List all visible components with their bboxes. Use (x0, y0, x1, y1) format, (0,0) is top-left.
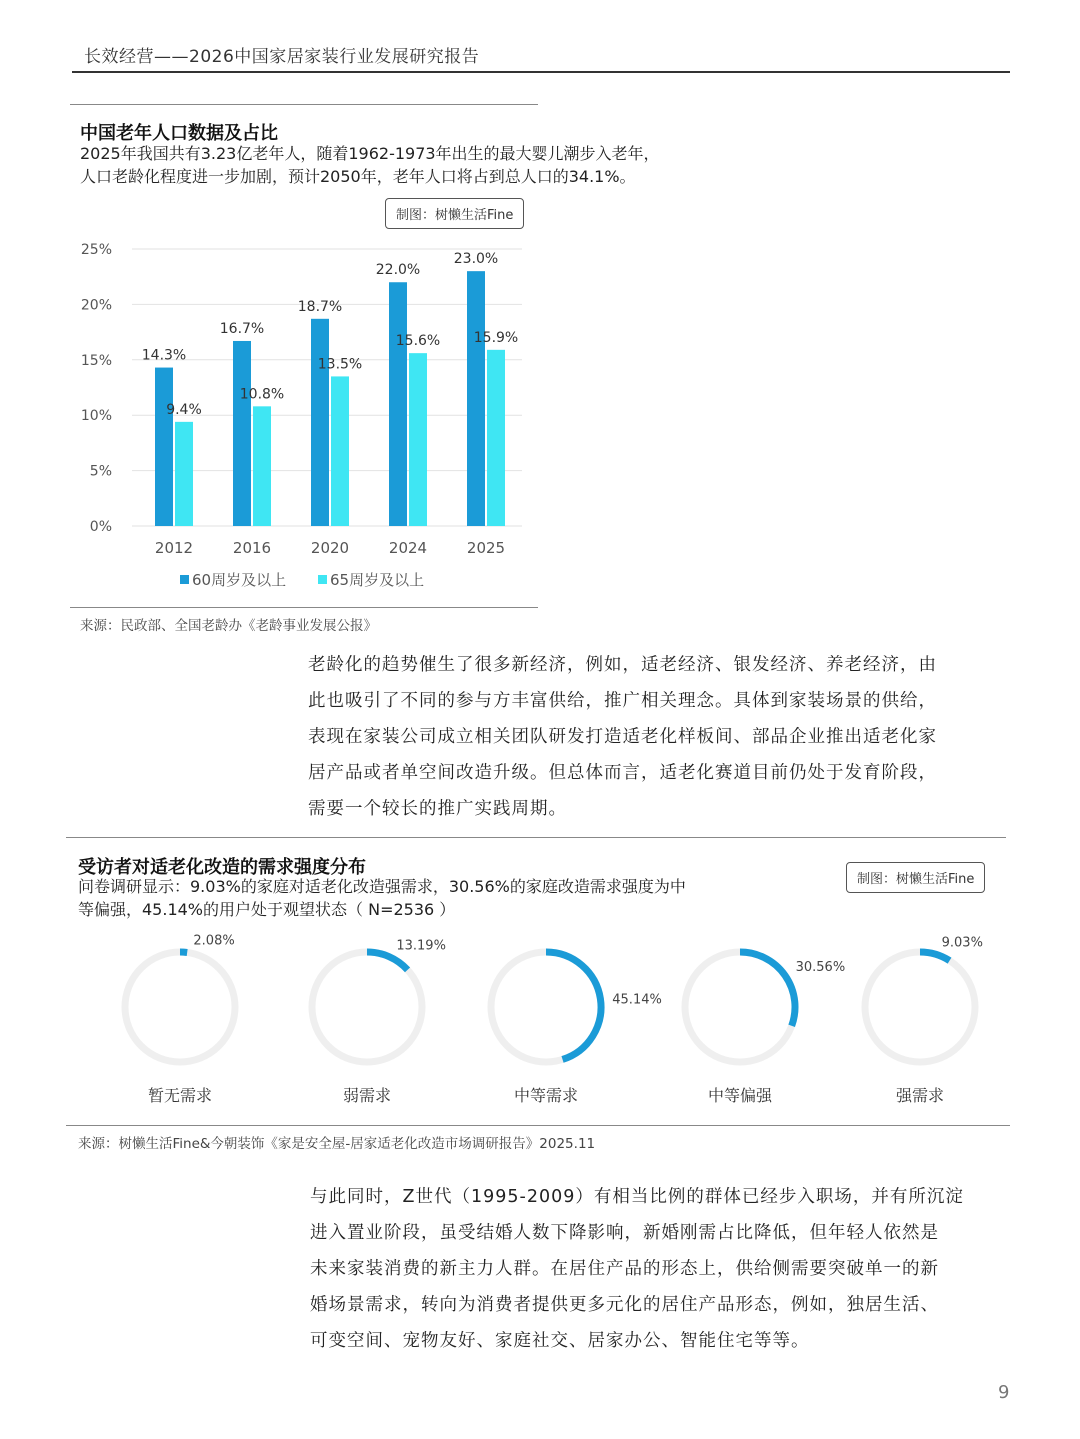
donut-track (125, 952, 235, 1062)
paragraph-line: 未来家装消费的新主力人群。在居住产品的形态上，供给侧需要突破单一的新 (310, 1259, 939, 1279)
bar-age60 (233, 341, 251, 526)
data-label: 13.5% (317, 356, 363, 373)
bar-age65 (253, 406, 271, 526)
x-tick-label: 2020 (310, 539, 350, 557)
legend-label: 65周岁及以上 (330, 571, 425, 589)
section1-credit-badge: 制图：树懒生活Fine (385, 198, 524, 229)
bar-age65 (175, 422, 193, 526)
donut-value-label: 2.08% (193, 933, 235, 949)
section1-description (80, 142, 660, 188)
x-tick-label: 2012 (154, 539, 194, 557)
y-tick-label: 5% (89, 463, 112, 480)
paragraph-line: 居产品或者单空间改造升级。但总体而言，适老化赛道目前仍处于发育阶段， (308, 763, 937, 783)
section2-credit-badge: 制图：树懒生活Fine (846, 862, 985, 893)
section1-description-line: 2025年我国共有3.23亿老年人，随着1962-1973年出生的最大婴儿潮步入老年， (80, 144, 660, 163)
donut-category-label: 中等需求 (513, 1086, 579, 1105)
legend-label: 60周岁及以上 (192, 571, 287, 589)
paragraph-line: 可变空间、宠物友好、家庭社交、居家办公、智能住宅等等。 (310, 1331, 810, 1351)
bar-age60 (155, 368, 173, 526)
bar-age60 (467, 271, 485, 526)
page-number: 9 (998, 1382, 1010, 1403)
data-label: 15.6% (395, 333, 441, 350)
bar-age60 (311, 319, 329, 526)
legend-swatch (180, 575, 189, 584)
donut-arc (740, 952, 795, 1026)
data-label: 9.4% (166, 401, 202, 418)
donut-category-label: 中等偏强 (707, 1086, 773, 1105)
header-divider (72, 71, 1010, 73)
paragraph-line: 表现在家装公司成立相关团队研发打造适老化样板间、部品企业推出适老化家 (308, 727, 937, 747)
section1-title: 中国老年人口数据及占比 (80, 123, 278, 144)
data-label: 18.7% (297, 298, 343, 315)
donut-value-label: 30.56% (795, 959, 846, 975)
donut-arc (920, 952, 950, 961)
section2-title: 受访者对适老化改造的需求强度分布 (78, 857, 366, 878)
donut-category-label: 弱需求 (342, 1086, 392, 1105)
data-label: 23.0% (453, 251, 499, 268)
report-header-title: 长效经营——2026中国家居家装行业发展研究报告 (84, 47, 480, 67)
y-tick-label: 25% (80, 242, 112, 258)
donut-value-label: 13.19% (396, 938, 446, 954)
donut-arc (546, 952, 601, 1059)
bar-age65 (409, 353, 427, 526)
bar-age65 (487, 350, 505, 526)
section2-description-line: 问卷调研显示：9.03%的家庭对适老化改造强需求，30.56%的家庭改造需求强度为中 (78, 877, 686, 896)
legend-swatch (318, 575, 327, 584)
section1-description-line: 人口老龄化程度进一步加剧，预计2050年，老年人口将占到总人口的34.1%。 (80, 167, 636, 186)
section1-source: 来源：民政部、全国老龄办《老龄事业发展公报》 (80, 618, 377, 634)
y-tick-label: 0% (89, 519, 112, 535)
section2-description (78, 875, 686, 921)
section2-bottom-divider (66, 1125, 1010, 1126)
donut-value-label: 9.03% (941, 935, 983, 951)
elderly-population-bar-chart (70, 230, 540, 605)
data-label: 14.3% (141, 347, 187, 364)
paragraph-aging-economy (308, 647, 937, 827)
paragraph-line: 老龄化的趋势催生了很多新经济，例如，适老经济、银发经济、养老经济，由 (308, 655, 937, 675)
donut-track (865, 952, 975, 1062)
bar-age65 (331, 376, 349, 526)
section1-bottom-divider (70, 607, 538, 608)
donut-category-label: 强需求 (895, 1086, 945, 1105)
data-label: 10.8% (239, 386, 285, 403)
section2-description-line: 等偏强，45.14%的用户处于观望状态（ N=2536 ） (78, 900, 456, 919)
x-tick-label: 2024 (388, 539, 428, 557)
x-tick-label: 2016 (232, 539, 272, 557)
y-tick-label: 20% (80, 297, 112, 314)
data-label: 16.7% (219, 320, 265, 337)
paragraph-line: 需要一个较长的推广实践周期。 (308, 799, 567, 819)
paragraph-line: 进入置业阶段，虽受结婚人数下降影响，新婚刚需占比降低，但年轻人依然是 (310, 1223, 939, 1243)
bar-age60 (389, 282, 407, 526)
donut-category-label: 暂无需求 (147, 1086, 213, 1105)
paragraph-line: 与此同时，Z世代（1995-2009）有相当比例的群体已经步入职场，并有所沉淀 (310, 1187, 964, 1207)
x-tick-label: 2025 (466, 539, 506, 557)
paragraph-line: 婚场景需求，转向为消费者提供更多元化的居住产品形态，例如，独居生活、 (310, 1295, 939, 1315)
data-label: 22.0% (375, 262, 421, 279)
section2-source: 来源：树懒生活Fine&今朝装饰《家是安全屋-居家适老化改造市场调研报告》2025.11 (78, 1136, 596, 1152)
data-label: 15.9% (473, 329, 519, 346)
y-tick-label: 15% (80, 352, 112, 369)
paragraph-line: 此也吸引了不同的参与方丰富供给，推广相关理念。具体到家装场景的供给， (308, 691, 937, 711)
y-tick-label: 10% (80, 408, 112, 425)
renovation-demand-donut-gauges (70, 930, 1010, 1115)
donut-value-label: 45.14% (612, 992, 662, 1008)
section1-top-divider (70, 104, 538, 105)
paragraph-gen-z (310, 1179, 964, 1359)
donut-arc (367, 952, 408, 970)
section2-top-divider (66, 837, 1006, 838)
